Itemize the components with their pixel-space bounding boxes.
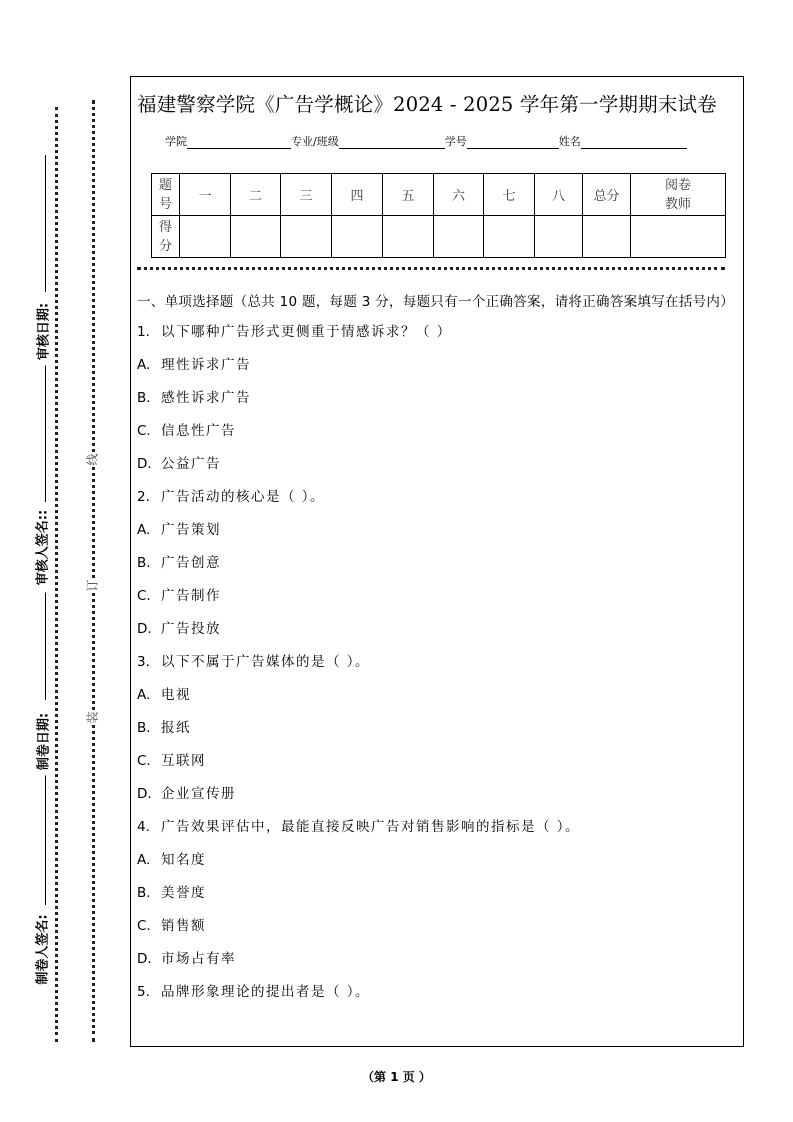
- q4-option-b: B. 美誉度: [137, 885, 206, 901]
- make-date-label: 制卷日期:: [33, 708, 52, 776]
- header-separator-dotted: [137, 267, 725, 270]
- q2-option-d: D. 广告投放: [137, 621, 221, 637]
- score-cell-4[interactable]: [332, 216, 383, 258]
- score-cell-7[interactable]: [484, 216, 535, 258]
- score-table-header-row: [152, 174, 726, 216]
- col-header-4: 四: [332, 174, 383, 216]
- student-id-label: 学号: [444, 135, 467, 148]
- name-label: 姓名: [558, 135, 581, 148]
- question-5: 5. 品牌形象理论的提出者是（ ）。: [137, 984, 371, 1000]
- binding-dotted-line-outer: [55, 107, 58, 1042]
- score-cell-total[interactable]: [583, 216, 631, 258]
- col-header-1: 一: [180, 174, 231, 216]
- q3-option-d: D. 企业宣传册: [137, 786, 236, 802]
- col-header-5: 五: [383, 174, 434, 216]
- score-label: 得 分: [152, 216, 180, 258]
- q1-option-c: C. 信息性广告: [137, 423, 236, 439]
- col-header-total: 总分: [583, 174, 631, 216]
- score-table-score-row: [152, 216, 726, 258]
- cut-mark-line: 线: [83, 453, 102, 465]
- score-cell-8[interactable]: [535, 216, 583, 258]
- score-cell-3[interactable]: [281, 216, 332, 258]
- q4-option-d: D. 市场占有率: [137, 951, 236, 967]
- signature-line-make-date: [45, 775, 46, 905]
- q2-option-a: A. 广告策划: [137, 522, 221, 538]
- question-number-label: 题 号: [152, 174, 180, 216]
- question-1: 1. 以下哪种广告形式更侧重于情感诉求？（ ）: [137, 324, 452, 340]
- signature-line-reviewer: [45, 362, 46, 502]
- score-cell-6[interactable]: [434, 216, 484, 258]
- exam-title: 福建警察学院《广告学概论》2024 - 2025 学年第一学期期末试卷: [137, 93, 717, 116]
- q4-option-c: C. 销售额: [137, 918, 206, 934]
- col-header-2: 二: [231, 174, 281, 216]
- col-header-7: 七: [484, 174, 535, 216]
- q3-option-b: B. 报纸: [137, 720, 191, 736]
- college-field[interactable]: [187, 136, 291, 149]
- signature-line-review-date: [45, 155, 46, 292]
- binding-dotted-line-inner: [92, 100, 95, 1042]
- college-label: 学院: [165, 135, 187, 148]
- q2-option-c: C. 广告制作: [137, 588, 221, 604]
- q4-option-a: A. 知名度: [137, 852, 206, 868]
- cut-mark-bind: 订: [83, 579, 102, 591]
- score-cell-1[interactable]: [180, 216, 231, 258]
- question-3: 3. 以下不属于广告媒体的是（ ）。: [137, 654, 371, 670]
- col-header-grader: 阅卷 教师: [631, 174, 726, 216]
- signature-line-reviewer-2: [45, 592, 46, 700]
- col-header-8: 八: [535, 174, 583, 216]
- cut-mark-install: 装: [83, 711, 102, 723]
- section-heading: 一、单项选择题（总共 10 题，每题 3 分，每题只有一个正确答案，请将正确答案填写在括号内）: [137, 294, 735, 310]
- q1-option-a: A. 理性诉求广告: [137, 357, 251, 373]
- q3-option-c: C. 互联网: [137, 753, 206, 769]
- major-class-label: 专业/班级: [291, 135, 339, 148]
- student-info-row: [165, 133, 687, 149]
- q1-option-d: D. 公益广告: [137, 456, 221, 472]
- page-number: （第 1 页 ）: [362, 1070, 431, 1084]
- score-cell-5[interactable]: [383, 216, 434, 258]
- section-single-choice: [137, 291, 737, 1014]
- question-4: 4. 广告效果评估中，最能直接反映广告对销售影响的指标是（ ）。: [137, 819, 581, 835]
- q1-option-b: B. 感性诉求广告: [137, 390, 251, 406]
- score-table: [151, 173, 726, 258]
- score-cell-grader[interactable]: [631, 216, 726, 258]
- maker-signature-label: 制卷人签名:: [32, 910, 51, 990]
- col-header-6: 六: [434, 174, 484, 216]
- question-2: 2. 广告活动的核心是（ ）。: [137, 489, 326, 505]
- score-cell-2[interactable]: [231, 216, 281, 258]
- q3-option-a: A. 电视: [137, 687, 191, 703]
- review-date-label: 审核日期:: [33, 298, 52, 366]
- student-id-field[interactable]: [467, 136, 559, 149]
- major-class-field[interactable]: [339, 136, 445, 149]
- q2-option-b: B. 广告创意: [137, 555, 221, 571]
- name-field[interactable]: [581, 136, 687, 149]
- col-header-3: 三: [281, 174, 332, 216]
- exam-sheet: [130, 76, 744, 1047]
- reviewer-signature-label: 审核人签名::: [32, 503, 51, 593]
